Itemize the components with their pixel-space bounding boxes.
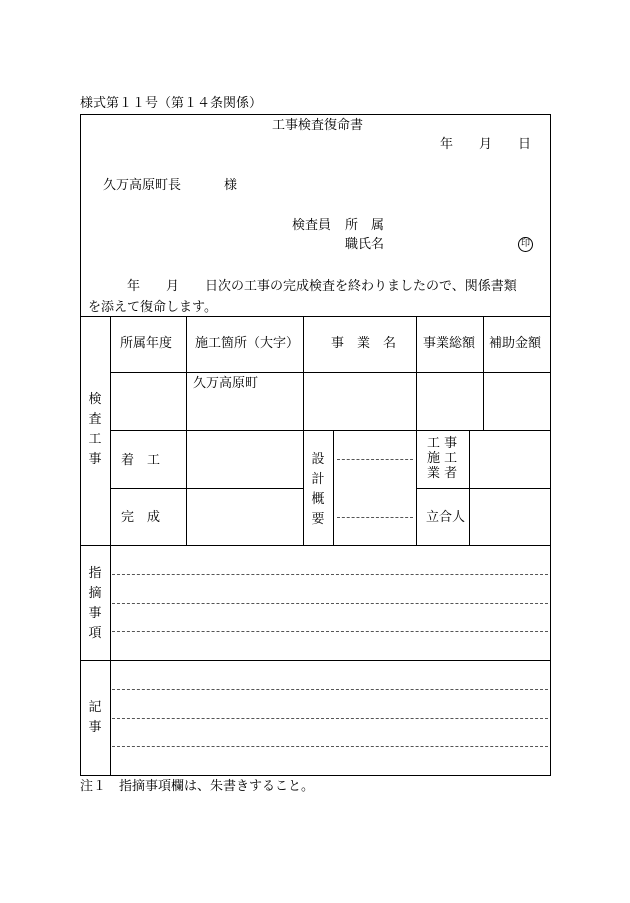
header-project-name: 事 業 名 [331,336,397,351]
footnote: 注１ 指摘事項欄は、朱書きすること。 [80,779,315,794]
notes-dashed-line [112,746,548,747]
start-row-rule-right [416,488,551,489]
table-top-rule [80,316,551,317]
col-rule-2 [303,316,304,545]
addressee-honorific: 様 [224,178,238,193]
contractor-label-line2: 施 工 [427,451,458,466]
contractor-inner-rule [469,430,470,545]
header-row-rule [110,372,551,373]
remarks-dashed-line [112,631,548,632]
seal-icon: 印 [518,237,533,252]
remarks-dashed-line [112,574,548,575]
col-rule-4 [483,316,484,430]
date-year-label: 年 [440,137,454,152]
name-title-label: 職氏名 [345,237,385,252]
affiliation-label: 所 属 [345,218,385,233]
col-rule-1 [186,316,187,545]
form-title: 工事検査復命書 [272,118,364,133]
header-subsidy-amount: 補助金額 [489,336,542,351]
contractor-label-line1: 工 事 [427,436,458,451]
date-month-label: 月 [479,137,493,152]
report-text-line1: 年 月 日次の工事の完成検査を終わりましたので、関係書類 [88,279,517,294]
header-location: 施工箇所（大字） [195,336,300,351]
inspector-label: 検査員 [292,218,332,233]
date-day-label: 日 [518,137,532,152]
notes-section-label: 記事 [88,700,102,736]
notes-dashed-line [112,718,548,719]
location-value: 久万高原町 [193,376,259,391]
form-frame [80,114,551,776]
design-dashed-line [337,459,413,460]
contractor-label-line3: 業 者 [427,466,458,481]
header-fiscal-year: 所属年度 [120,336,173,351]
notes-top-rule [80,660,551,661]
col-rule-3 [416,316,417,545]
label-column-rule [110,316,111,776]
start-label: 着 工 [121,453,161,468]
addressee-name: 久万高原町長 [103,178,182,193]
notes-dashed-line [112,689,548,690]
remarks-dashed-line [112,603,548,604]
remarks-section-label: 指摘事項 [88,566,102,642]
witness-label: 立合人 [426,510,466,525]
report-text-line2: を添えて復命します。 [88,300,217,315]
design-dashed-line [337,517,413,518]
inspection-section-label: 検査工事 [88,392,102,468]
design-inner-rule [333,430,334,545]
form-number: 様式第１１号（第１４条関係） [80,96,263,111]
start-row-rule-left [110,488,303,489]
completion-label: 完 成 [121,510,161,525]
design-summary-label: 設計概要 [311,452,325,528]
header-project-total: 事業総額 [423,336,476,351]
remarks-top-rule [80,545,551,546]
report-text [88,276,548,318]
value-row-rule [110,430,551,431]
